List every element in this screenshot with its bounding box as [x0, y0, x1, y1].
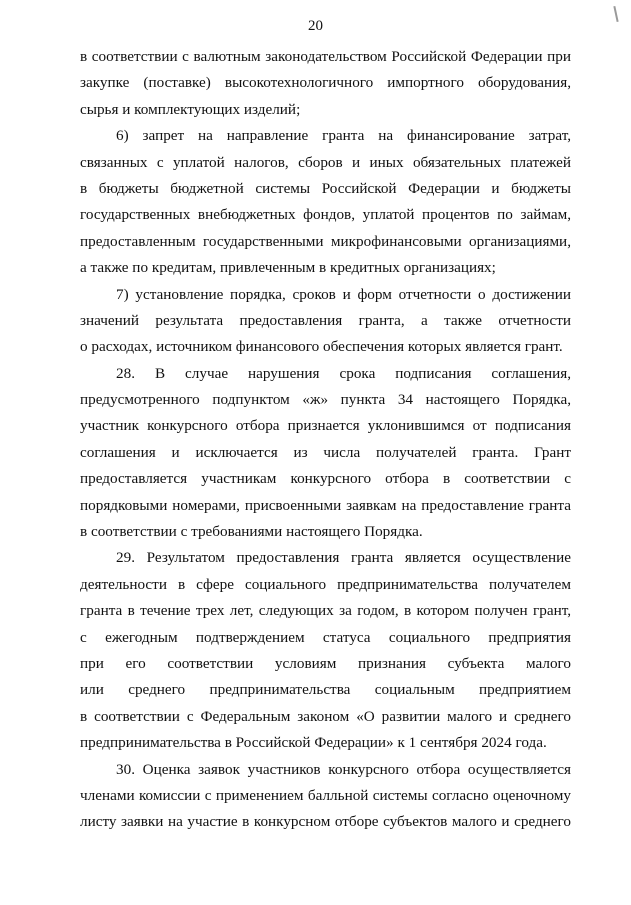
text-line: соглашения и исключается из числа получателей гранта. Грант [80, 443, 571, 461]
text-line: о расходах, источником финансового обеспечения которых является грант. [80, 338, 563, 356]
text-line: порядковыми номерами, присвоенными заявкам на предоставление гранта [80, 496, 571, 514]
text-line: гранта в течение трех лет, следующих за годом, в котором получен грант, [80, 602, 571, 620]
document-body [80, 44, 571, 836]
text-line: в соответствии с требованиями настоящего Порядка. [80, 523, 423, 541]
text-line: деятельности в сфере социального предпринимательства получателем [80, 575, 571, 593]
text-line: предоставляется участникам конкурсного отбора в соответствии с [80, 470, 571, 488]
text-line: листу заявки на участие в конкурсном отборе субъектов малого и среднего [80, 813, 571, 831]
text-line: участник конкурсного отбора признается уклонившимся от подписания [80, 417, 571, 435]
text-line: закупке (поставке) высокотехнологичного импортного оборудования, [80, 74, 571, 92]
page-number: 20 [308, 18, 323, 34]
text-line: предпринимательства в Российской Федерации» к 1 сентября 2024 года. [80, 734, 547, 752]
text-line: предусмотренного подпунктом «ж» пункта 34 настоящего Порядка, [80, 391, 571, 409]
text-line: с ежегодным подтверждением статуса социального предприятия [80, 628, 571, 646]
text-line: при его соответствии условиям признания субъекта малого [80, 654, 571, 672]
text-line: сырья и комплектующих изделий; [80, 100, 301, 118]
text-line: предоставленным государственными микрофинансовыми организациями, [80, 232, 571, 250]
text-line: в бюджеты бюджетной системы Российской Федерации и бюджеты [80, 179, 571, 197]
text-line: значений результата предоставления гранта, а также отчетности [80, 311, 571, 329]
text-line: в соответствии с Федеральным законом «О развитии малого и среднего [80, 707, 571, 725]
text-line: 29. Результатом предоставления гранта является осуществление [116, 549, 571, 567]
text-line: связанных с уплатой налогов, сборов и иных обязательных платежей [80, 153, 571, 171]
text-line: в соответствии с валютным законодательством Российской Федерации при [80, 48, 571, 65]
text-line: 30. Оценка заявок участников конкурсного отбора осуществляется [116, 760, 571, 778]
text-line: 7) установление порядка, сроков и форм отчетности о достижении [116, 285, 571, 303]
text-line: членами комиссии с применением балльной системы согласно оценочному [80, 786, 571, 804]
text-line: а также по кредитам, привлеченным в кредитных организациях; [80, 259, 496, 277]
text-line: или среднего предпринимательства социальным предприятием [80, 681, 571, 699]
text-line: 6) запрет на направление гранта на финансирование затрат, [116, 127, 571, 145]
text-line: государственных внебюджетных фондов, уплатой процентов по займам, [80, 206, 571, 224]
text-line: 28. В случае нарушения срока подписания соглашения, [116, 364, 571, 382]
